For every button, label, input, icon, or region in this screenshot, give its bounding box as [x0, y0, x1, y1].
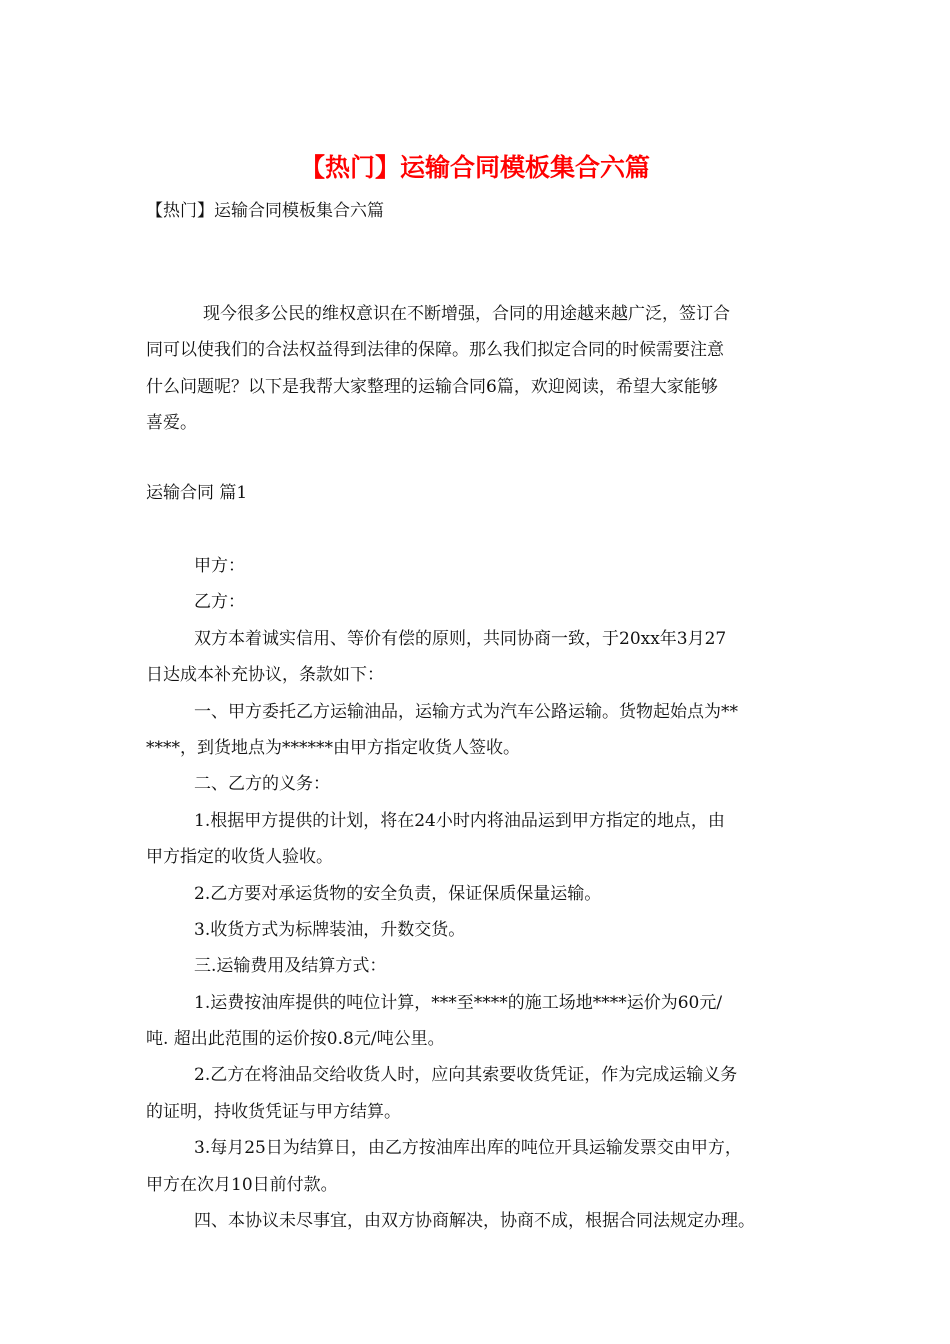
body-line: 3.每月25日为结算日，由乙方按油库出库的吨位开具运输发票交由甲方，: [194, 1138, 742, 1159]
contract-body: [146, 548, 826, 1239]
body-line: 日达成本补充协议，条款如下：: [146, 665, 384, 686]
intro-line: 喜爱。: [146, 413, 197, 434]
intro-paragraph: [146, 296, 806, 442]
section-heading: 运输合同 篇1: [146, 483, 248, 503]
body-line: 2.乙方在将油品交给收货人时，应向其索要收货凭证，作为完成运输义务: [194, 1065, 738, 1086]
party-b-line: 乙方：: [194, 592, 245, 613]
body-line: 1.根据甲方提供的计划，将在24小时内将油品运到甲方指定的地点，由: [194, 810, 725, 831]
clause-3-heading: 三.运输费用及结算方式：: [194, 956, 387, 977]
body-line: 1.运费按油库提供的吨位计算，***至****的施工场地****运价为60元/: [194, 992, 723, 1013]
intro-line: 现今很多公民的维权意识在不断增强，合同的用途越来越广泛，签订合: [203, 304, 730, 324]
body-line: 甲方在次月10日前付款。: [146, 1174, 338, 1195]
body-line: 甲方指定的收货人验收。: [146, 847, 333, 868]
document-subtitle: 【热门】运输合同模板集合六篇: [146, 201, 384, 221]
body-line: 3.收货方式为标牌装油，升数交货。: [194, 919, 466, 940]
clause-1-line: 一、甲方委托乙方运输油品，运输方式为汽车公路运输。货物起始点为**: [194, 701, 738, 722]
body-line: 2.乙方要对承运货物的安全负责，保证保质保量运输。: [194, 883, 602, 904]
clause-2-heading: 二、乙方的义务：: [194, 774, 330, 795]
intro-line: 同可以使我们的合法权益得到法律的保障。那么我们拟定合同的时候需要注意: [146, 340, 724, 361]
body-line: 双方本着诚实信用、等价有偿的原则，共同协商一致，于20xx年3月27: [194, 628, 727, 649]
document-title: 【热门】运输合同模板集合六篇: [299, 153, 650, 182]
intro-line: 什么问题呢？以下是我帮大家整理的运输合同6篇，欢迎阅读，希望大家能够: [146, 376, 718, 397]
body-line: 吨. 超出此范围的运价按0.8元/吨公里。: [146, 1029, 445, 1050]
party-a-line: 甲方：: [194, 556, 245, 576]
body-line: 的证明，持收货凭证与甲方结算。: [146, 1101, 401, 1122]
clause-4-line: 四、本协议未尽事宜，由双方协商解决，协商不成，根据合同法规定办理。: [194, 1211, 755, 1232]
body-line: ****，到货地点为******由甲方指定收货人签收。: [146, 737, 520, 758]
